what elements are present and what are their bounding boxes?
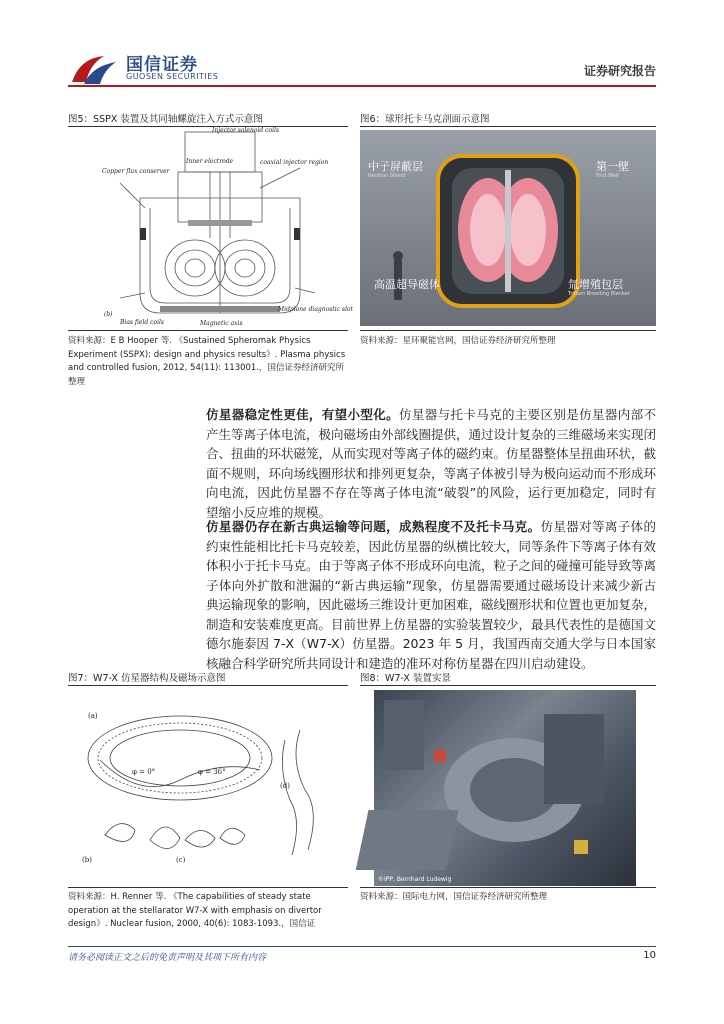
label-breeding-blanket-en: Tritium Breeding Blanket (568, 291, 630, 297)
label-bias: Bias field coils (120, 319, 165, 326)
photo-credit: ©IPP, Bernhard Ludewig (378, 876, 452, 883)
header-divider (68, 85, 656, 87)
fig5-source: 资料来源：E B Hooper 等. 《Sustained Spheromak Physics Experiment (SSPX): design and physics results》. Plasma physics and controlled fusion, 2012, 54(11): 113001.，国信证券经济研究所整理 (68, 336, 346, 387)
fig8-caption-rule (360, 685, 656, 686)
paragraph-stellarator-stability (206, 405, 656, 522)
fig5-caption: 图5：SSPX 装置及其同轴螺旋注入方式示意图 (68, 114, 263, 125)
label-b: (b) (104, 311, 113, 318)
fig8-caption: 图8：W7-X 装置实景 (360, 673, 451, 684)
label-coaxial: coaxial injector region (260, 159, 329, 166)
label-midplane: Midplane diagnostic slot (278, 306, 353, 313)
label-b-panel: (b) (82, 856, 92, 864)
p1-text: 仿星器与托卡马克的主要区别是仿星器内部不产生等离子体电流，极向磁场由外部线圈提供，通过设计复杂的三维磁场来实现闭合、扭曲的环状磁笼，从而实现对等离子体的磁约束。仿星器整体呈扭曲环状，截面不规则，环向场线圈形状和排列更复杂，等离子体被引导为极向运动而不形成环向电流，因此仿星器不存在等离子体电流“破裂”的风险，运行更加稳定，同时有望缩小反应堆的规模。 (206, 407, 657, 520)
label-d-panel: (d) (280, 782, 290, 790)
label-breeding-blanket: 氚增殖包层 (568, 278, 623, 291)
label-magnetic: Magnetic axis (200, 320, 243, 327)
p2-text: 仿星器对等离子体的约束性能相比托卡马克较差，因此仿星器的纵横比较大，同等条件下等离子体有效体积小于托卡马克。由于等离子体不形成环向电流，粒子之间的碰撞可能导致等离子体向外扩散和泄漏的“新古典运输”现象，仿星器需要通过磁场设计来减少新古典运输现象的影响，因此磁场三维设计更加困难，磁线圈形状和位置也更加复杂，制造和安装难度更高。目前世界上仿星器的实验装置较少，最具代表性的是德国文德尔施泰因 7-X（W7-X）仿星器。2023 年 5 月，我国西南交通大学与日本国家核融合科学研究所共同设计和建造的准环对称仿星器在四川启动建设。 (206, 519, 657, 671)
fig7-caption: 图7：W7-X 仿星器结构及磁场示意图 (68, 673, 226, 684)
fig5-caption-rule (68, 126, 348, 127)
label-first-wall-en: First Wall (596, 173, 619, 179)
page-number: 10 (643, 950, 656, 961)
label-inner: Inner electrode (186, 158, 234, 165)
guosen-logo-icon (70, 52, 120, 86)
fig7-bottom-rule (68, 887, 348, 888)
label-injector: Injector solenoid coils (212, 127, 279, 134)
p2-lead: 仿星器仍存在新古典运输等问题，成熟程度不及托卡马克。 (206, 519, 541, 534)
spherical-tokamak-render (360, 130, 656, 326)
sspx-diagram (100, 127, 353, 328)
p1-lead: 仿星器稳定性更佳，有望小型化。 (206, 407, 400, 422)
label-neutron-shield-en: Neutron Shield (368, 173, 406, 179)
label-phi0: φ = 0° (132, 768, 156, 776)
report-type: 证券研究报告 (583, 64, 656, 78)
fig6-caption-rule (360, 126, 656, 127)
fig5-bottom-rule (68, 330, 348, 331)
fig7-source: 资料来源：H. Renner 等. 《The capabilities of steady state operation at the stellarator W7-X with emphasis on divertor design》. Nuclear fusion, 2000, 40(6): 1083-1093.，国信证 (68, 892, 322, 929)
fig8-bottom-rule (360, 887, 656, 888)
w7x-structure-diagram (80, 700, 330, 870)
label-first-wall: 第一壁 (596, 160, 629, 173)
label-phi36: φ = 36° (198, 768, 226, 776)
disclaimer-note: 请务必阅读正文之后的免责声明及其项下所有内容 (68, 953, 267, 963)
label-hts-magnet: 高温超导磁体 (374, 278, 440, 291)
label-a: (a) (88, 712, 98, 720)
logo-english: GUOSEN SECURITIES (126, 72, 219, 81)
label-copper: Copper flux conserver (102, 168, 170, 175)
paragraph-neoclassical-transport (206, 517, 656, 673)
fig8-source: 资料来源：国际电力网，国信证券经济研究所整理 (360, 892, 548, 902)
fig6-caption: 图6：球形托卡马克剖面示意图 (360, 114, 490, 125)
fig7-caption-rule (68, 685, 348, 686)
fig6-bottom-rule (360, 330, 656, 331)
fig6-source: 资料来源：星环聚能官网，国信证券经济研究所整理 (360, 336, 556, 346)
logo-name: 国信证券 (126, 55, 198, 75)
footer-divider (68, 946, 656, 947)
w7x-photo (374, 690, 636, 886)
label-neutron-shield: 中子屏蔽层 (368, 160, 423, 173)
label-c-panel: (c) (176, 856, 186, 864)
